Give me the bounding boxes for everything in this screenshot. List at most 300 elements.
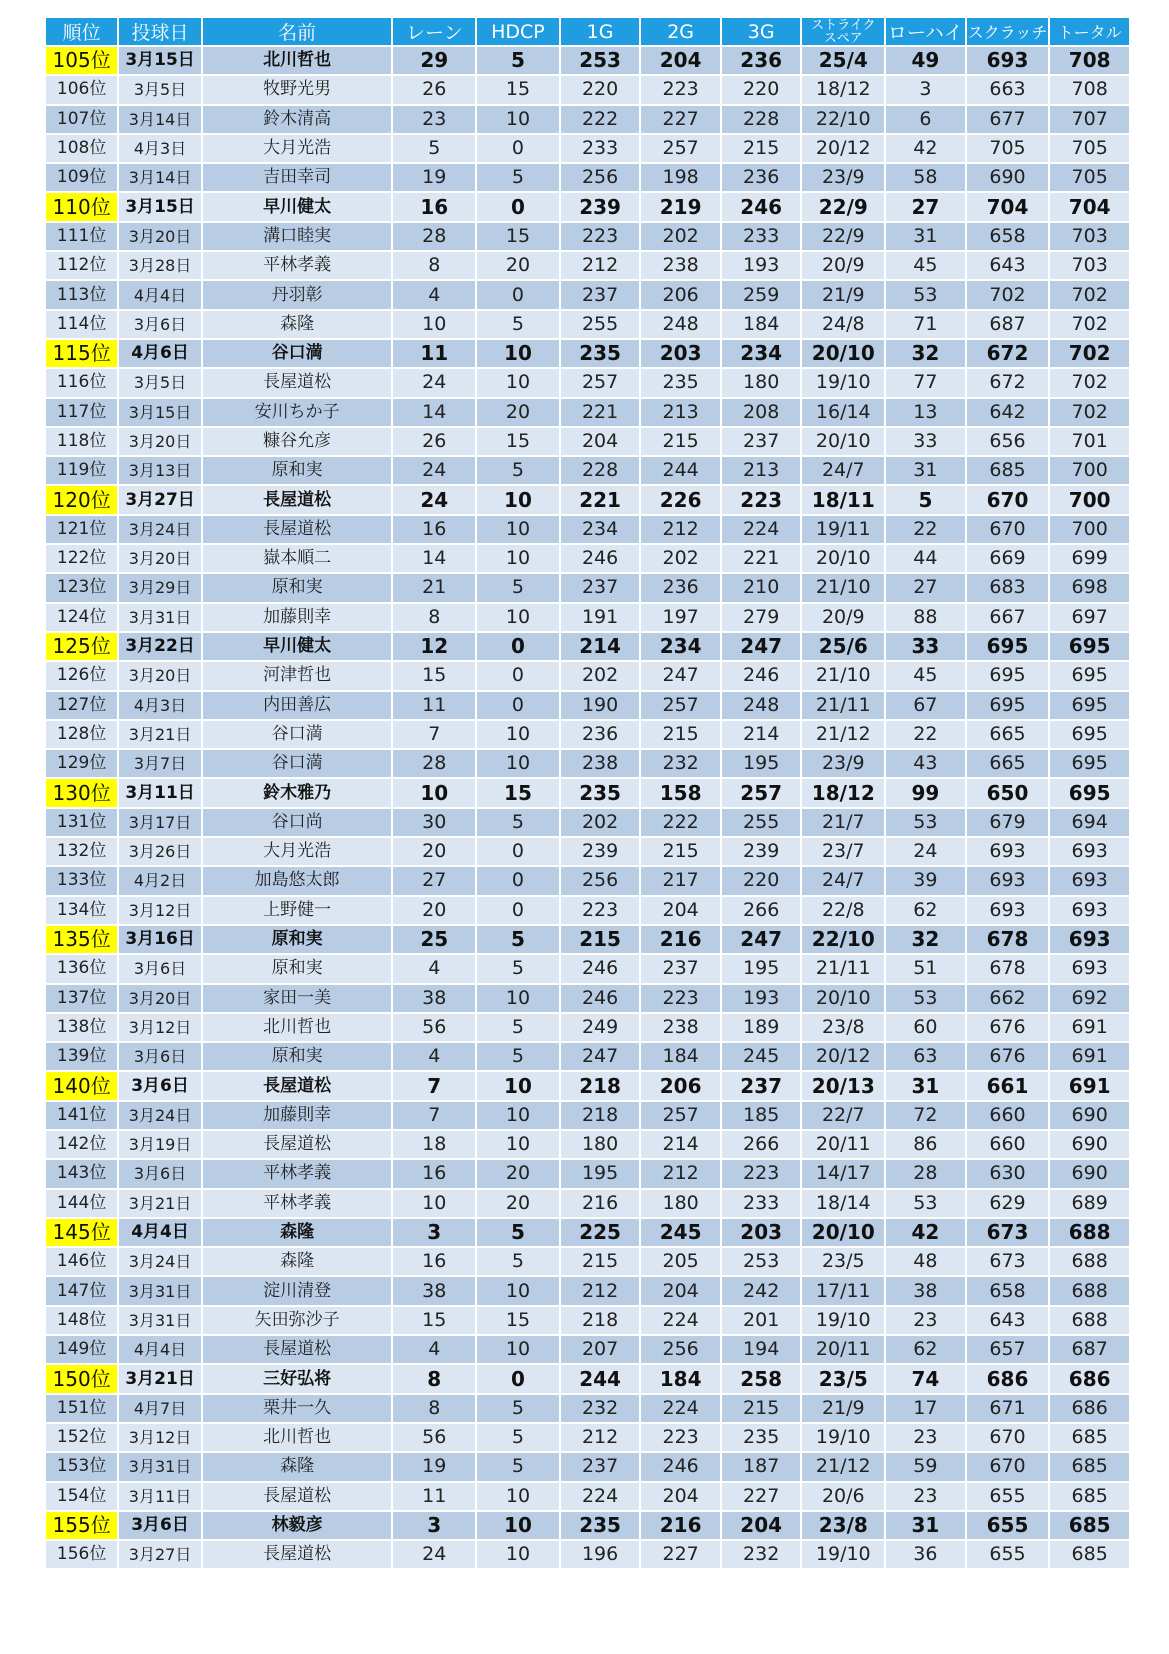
low-high-cell: 28 — [886, 1160, 965, 1187]
scratch-total-cell: 676 — [967, 1014, 1049, 1041]
player-name-cell: 加藤則幸 — [203, 604, 392, 631]
game1-score-cell: 233 — [561, 135, 640, 162]
total-score-cell: 705 — [1050, 135, 1129, 162]
table-row — [46, 1395, 1129, 1422]
player-name-cell: 大月光浩 — [203, 838, 392, 865]
scratch-total-cell: 673 — [967, 1219, 1049, 1246]
rank-cell: 146位 — [46, 1248, 117, 1275]
rank-cell: 122位 — [46, 545, 117, 572]
game3-score-cell: 235 — [722, 1424, 801, 1451]
game2-score-cell: 213 — [641, 399, 720, 426]
lane-cell: 24 — [393, 457, 475, 484]
date-cell: 3月6日 — [119, 1043, 201, 1070]
table-row — [46, 457, 1129, 484]
strike-spare-cell: 23/9 — [802, 750, 884, 777]
date-cell: 3月24日 — [119, 516, 201, 543]
game3-score-cell: 234 — [722, 340, 801, 367]
player-name-cell: 早川健太 — [203, 193, 392, 220]
low-high-cell: 13 — [886, 399, 965, 426]
lane-cell: 7 — [393, 1072, 475, 1099]
total-score-cell: 695 — [1050, 750, 1129, 777]
hdcp-cell: 0 — [477, 692, 559, 719]
scratch-total-cell: 643 — [967, 252, 1049, 279]
player-name-cell: 森隆 — [203, 1219, 392, 1246]
hdcp-cell: 15 — [477, 428, 559, 455]
rank-cell: 106位 — [46, 76, 117, 103]
rank-cell: 141位 — [46, 1102, 117, 1129]
game2-score-cell: 216 — [641, 1512, 720, 1539]
total-score-cell: 694 — [1050, 809, 1129, 836]
game2-score-cell: 245 — [641, 1219, 720, 1246]
total-score-cell: 692 — [1050, 985, 1129, 1012]
low-high-cell: 49 — [886, 47, 965, 74]
strike-spare-cell: 18/11 — [802, 486, 884, 513]
game1-score-cell: 180 — [561, 1131, 640, 1158]
hdcp-cell: 10 — [477, 486, 559, 513]
rank-cell: 117位 — [46, 399, 117, 426]
table-row — [46, 633, 1129, 660]
player-name-cell: 河津哲也 — [203, 662, 392, 689]
strike-spare-cell: 22/10 — [802, 106, 884, 133]
header-row — [46, 18, 1129, 45]
total-score-cell: 702 — [1050, 369, 1129, 396]
game2-score-cell: 198 — [641, 164, 720, 191]
low-high-cell: 48 — [886, 1248, 965, 1275]
total-score-cell: 702 — [1050, 281, 1129, 308]
hdcp-cell: 15 — [477, 223, 559, 250]
header-game2: 2G — [641, 18, 720, 45]
low-high-cell: 39 — [886, 867, 965, 894]
low-high-cell: 74 — [886, 1365, 965, 1392]
scratch-total-cell: 693 — [967, 838, 1049, 865]
game1-score-cell: 195 — [561, 1160, 640, 1187]
lane-cell: 26 — [393, 76, 475, 103]
lane-cell: 16 — [393, 516, 475, 543]
game2-score-cell: 236 — [641, 574, 720, 601]
rank-cell: 121位 — [46, 516, 117, 543]
table-row — [46, 399, 1129, 426]
player-name-cell: 長屋道松 — [203, 1131, 392, 1158]
table-row — [46, 193, 1129, 220]
date-cell: 4月3日 — [119, 692, 201, 719]
date-cell: 3月12日 — [119, 1424, 201, 1451]
player-name-cell: 長屋道松 — [203, 1336, 392, 1363]
scratch-total-cell: 655 — [967, 1483, 1049, 1510]
table-row — [46, 47, 1129, 74]
game3-score-cell: 255 — [722, 809, 801, 836]
game3-score-cell: 208 — [722, 399, 801, 426]
player-name-cell: 早川健太 — [203, 633, 392, 660]
player-name-cell: 谷口満 — [203, 750, 392, 777]
strike-spare-cell: 20/10 — [802, 985, 884, 1012]
header-strike-spare-label: ストライク スペア — [811, 18, 876, 45]
lane-cell: 10 — [393, 311, 475, 338]
hdcp-cell: 15 — [477, 779, 559, 806]
game1-score-cell: 224 — [561, 1483, 640, 1510]
game2-score-cell: 223 — [641, 76, 720, 103]
hdcp-cell: 15 — [477, 1307, 559, 1334]
game1-score-cell: 218 — [561, 1307, 640, 1334]
date-cell: 3月21日 — [119, 721, 201, 748]
scratch-total-cell: 657 — [967, 1336, 1049, 1363]
date-cell: 3月6日 — [119, 955, 201, 982]
strike-spare-cell: 20/12 — [802, 135, 884, 162]
game2-score-cell: 246 — [641, 1453, 720, 1480]
player-name-cell: 長屋道松 — [203, 1541, 392, 1568]
header-scratch: スクラッチ — [967, 18, 1049, 45]
game2-score-cell: 212 — [641, 1160, 720, 1187]
total-score-cell: 688 — [1050, 1248, 1129, 1275]
game3-score-cell: 193 — [722, 985, 801, 1012]
table-row — [46, 1483, 1129, 1510]
scratch-total-cell: 686 — [967, 1365, 1049, 1392]
table-row — [46, 1277, 1129, 1304]
date-cell: 3月21日 — [119, 1365, 201, 1392]
lane-cell: 3 — [393, 1219, 475, 1246]
lane-cell: 16 — [393, 193, 475, 220]
lane-cell: 8 — [393, 1365, 475, 1392]
strike-spare-cell: 21/10 — [802, 662, 884, 689]
low-high-cell: 62 — [886, 1336, 965, 1363]
game2-score-cell: 206 — [641, 1072, 720, 1099]
game1-score-cell: 214 — [561, 633, 640, 660]
game3-score-cell: 214 — [722, 721, 801, 748]
game1-score-cell: 215 — [561, 1248, 640, 1275]
scratch-total-cell: 630 — [967, 1160, 1049, 1187]
lane-cell: 18 — [393, 1131, 475, 1158]
player-name-cell: 平林孝義 — [203, 1160, 392, 1187]
total-score-cell: 686 — [1050, 1365, 1129, 1392]
game2-score-cell: 215 — [641, 721, 720, 748]
table-row — [46, 1453, 1129, 1480]
scratch-total-cell: 670 — [967, 1424, 1049, 1451]
game2-score-cell: 257 — [641, 692, 720, 719]
total-score-cell: 690 — [1050, 1160, 1129, 1187]
game2-score-cell: 219 — [641, 193, 720, 220]
player-name-cell: 林毅彦 — [203, 1512, 392, 1539]
player-name-cell: 加島悠太郎 — [203, 867, 392, 894]
low-high-cell: 31 — [886, 223, 965, 250]
game3-score-cell: 184 — [722, 311, 801, 338]
game3-score-cell: 266 — [722, 897, 801, 924]
strike-spare-cell: 20/10 — [802, 1219, 884, 1246]
game3-score-cell: 253 — [722, 1248, 801, 1275]
rank-cell: 111位 — [46, 223, 117, 250]
game3-score-cell: 220 — [722, 867, 801, 894]
game1-score-cell: 215 — [561, 926, 640, 953]
low-high-cell: 63 — [886, 1043, 965, 1070]
date-cell: 3月24日 — [119, 1248, 201, 1275]
player-name-cell: 大月光浩 — [203, 135, 392, 162]
table-row — [46, 838, 1129, 865]
game2-score-cell: 237 — [641, 955, 720, 982]
low-high-cell: 67 — [886, 692, 965, 719]
game3-score-cell: 180 — [722, 369, 801, 396]
game3-score-cell: 246 — [722, 662, 801, 689]
rank-cell: 113位 — [46, 281, 117, 308]
total-score-cell: 695 — [1050, 692, 1129, 719]
game3-score-cell: 201 — [722, 1307, 801, 1334]
game2-score-cell: 224 — [641, 1307, 720, 1334]
date-cell: 4月4日 — [119, 281, 201, 308]
game1-score-cell: 222 — [561, 106, 640, 133]
game1-score-cell: 244 — [561, 1365, 640, 1392]
game3-score-cell: 227 — [722, 1483, 801, 1510]
game2-score-cell: 257 — [641, 135, 720, 162]
game3-score-cell: 233 — [722, 223, 801, 250]
date-cell: 3月6日 — [119, 1160, 201, 1187]
total-score-cell: 695 — [1050, 721, 1129, 748]
hdcp-cell: 10 — [477, 1541, 559, 1568]
low-high-cell: 6 — [886, 106, 965, 133]
rank-cell: 140位 — [46, 1072, 117, 1099]
game1-score-cell: 235 — [561, 1512, 640, 1539]
date-cell: 3月31日 — [119, 1453, 201, 1480]
date-cell: 3月22日 — [119, 633, 201, 660]
rank-cell: 131位 — [46, 809, 117, 836]
game2-score-cell: 184 — [641, 1043, 720, 1070]
scratch-total-cell: 665 — [967, 750, 1049, 777]
scratch-total-cell: 663 — [967, 76, 1049, 103]
lane-cell: 25 — [393, 926, 475, 953]
total-score-cell: 685 — [1050, 1483, 1129, 1510]
total-score-cell: 688 — [1050, 1277, 1129, 1304]
player-name-cell: 谷口尚 — [203, 809, 392, 836]
scratch-total-cell: 679 — [967, 809, 1049, 836]
rank-cell: 153位 — [46, 1453, 117, 1480]
low-high-cell: 51 — [886, 955, 965, 982]
total-score-cell: 702 — [1050, 399, 1129, 426]
player-name-cell: 淀川清登 — [203, 1277, 392, 1304]
player-name-cell: 嶽本順二 — [203, 545, 392, 572]
rank-cell: 119位 — [46, 457, 117, 484]
strike-spare-cell: 18/12 — [802, 779, 884, 806]
game2-score-cell: 204 — [641, 1483, 720, 1510]
game1-score-cell: 249 — [561, 1014, 640, 1041]
game2-score-cell: 214 — [641, 1131, 720, 1158]
lane-cell: 7 — [393, 1102, 475, 1129]
low-high-cell: 45 — [886, 662, 965, 689]
rank-cell: 124位 — [46, 604, 117, 631]
game1-score-cell: 216 — [561, 1190, 640, 1217]
rank-cell: 127位 — [46, 692, 117, 719]
strike-spare-cell: 20/12 — [802, 1043, 884, 1070]
scratch-total-cell: 655 — [967, 1512, 1049, 1539]
player-name-cell: 家田一美 — [203, 985, 392, 1012]
total-score-cell: 693 — [1050, 926, 1129, 953]
hdcp-cell: 5 — [477, 311, 559, 338]
player-name-cell: 吉田幸司 — [203, 164, 392, 191]
game2-score-cell: 215 — [641, 428, 720, 455]
table-row — [46, 1190, 1129, 1217]
hdcp-cell: 20 — [477, 252, 559, 279]
table-row — [46, 164, 1129, 191]
low-high-cell: 24 — [886, 838, 965, 865]
total-score-cell: 699 — [1050, 545, 1129, 572]
lane-cell: 26 — [393, 428, 475, 455]
lane-cell: 12 — [393, 633, 475, 660]
scratch-total-cell: 642 — [967, 399, 1049, 426]
date-cell: 3月31日 — [119, 1277, 201, 1304]
total-score-cell: 690 — [1050, 1102, 1129, 1129]
hdcp-cell: 10 — [477, 1336, 559, 1363]
total-score-cell: 703 — [1050, 252, 1129, 279]
lane-cell: 4 — [393, 1043, 475, 1070]
scratch-total-cell: 660 — [967, 1131, 1049, 1158]
strike-spare-cell: 18/12 — [802, 76, 884, 103]
table-row — [46, 281, 1129, 308]
low-high-cell: 17 — [886, 1395, 965, 1422]
date-cell: 3月26日 — [119, 838, 201, 865]
table-row — [46, 1102, 1129, 1129]
lane-cell: 20 — [393, 838, 475, 865]
lane-cell: 28 — [393, 223, 475, 250]
scratch-total-cell: 693 — [967, 897, 1049, 924]
strike-spare-cell: 23/7 — [802, 838, 884, 865]
rank-cell: 156位 — [46, 1541, 117, 1568]
rank-cell: 149位 — [46, 1336, 117, 1363]
game3-score-cell: 223 — [722, 1160, 801, 1187]
table-row — [46, 1248, 1129, 1275]
game2-score-cell: 226 — [641, 486, 720, 513]
player-name-cell: 三好弘将 — [203, 1365, 392, 1392]
low-high-cell: 22 — [886, 516, 965, 543]
date-cell: 3月16日 — [119, 926, 201, 953]
lane-cell: 8 — [393, 604, 475, 631]
rank-cell: 126位 — [46, 662, 117, 689]
scratch-total-cell: 662 — [967, 985, 1049, 1012]
table-row — [46, 1043, 1129, 1070]
lane-cell: 24 — [393, 369, 475, 396]
strike-spare-cell: 19/10 — [802, 1541, 884, 1568]
rank-cell: 137位 — [46, 985, 117, 1012]
low-high-cell: 5 — [886, 486, 965, 513]
total-score-cell: 702 — [1050, 340, 1129, 367]
scratch-total-cell: 704 — [967, 193, 1049, 220]
lane-cell: 4 — [393, 955, 475, 982]
scratch-total-cell: 629 — [967, 1190, 1049, 1217]
total-score-cell: 700 — [1050, 516, 1129, 543]
table-row — [46, 955, 1129, 982]
strike-spare-cell: 24/7 — [802, 457, 884, 484]
player-name-cell: 平林孝義 — [203, 252, 392, 279]
rank-cell: 147位 — [46, 1277, 117, 1304]
hdcp-cell: 20 — [477, 1190, 559, 1217]
low-high-cell: 60 — [886, 1014, 965, 1041]
hdcp-cell: 10 — [477, 1102, 559, 1129]
scratch-total-cell: 671 — [967, 1395, 1049, 1422]
low-high-cell: 33 — [886, 428, 965, 455]
hdcp-cell: 10 — [477, 340, 559, 367]
scratch-total-cell: 687 — [967, 311, 1049, 338]
hdcp-cell: 10 — [477, 750, 559, 777]
scratch-total-cell: 702 — [967, 281, 1049, 308]
game3-score-cell: 194 — [722, 1336, 801, 1363]
table-row — [46, 897, 1129, 924]
table-row — [46, 750, 1129, 777]
table-row — [46, 1512, 1129, 1539]
lane-cell: 38 — [393, 1277, 475, 1304]
rank-cell: 142位 — [46, 1131, 117, 1158]
game2-score-cell: 204 — [641, 1277, 720, 1304]
low-high-cell: 32 — [886, 926, 965, 953]
date-cell: 3月20日 — [119, 545, 201, 572]
game1-score-cell: 221 — [561, 486, 640, 513]
hdcp-cell: 0 — [477, 897, 559, 924]
date-cell: 3月20日 — [119, 662, 201, 689]
table-row — [46, 574, 1129, 601]
total-score-cell: 685 — [1050, 1512, 1129, 1539]
low-high-cell: 36 — [886, 1541, 965, 1568]
low-high-cell: 58 — [886, 164, 965, 191]
scratch-total-cell: 695 — [967, 633, 1049, 660]
game2-score-cell: 217 — [641, 867, 720, 894]
game2-score-cell: 227 — [641, 106, 720, 133]
table-row — [46, 340, 1129, 367]
strike-spare-cell: 24/8 — [802, 311, 884, 338]
low-high-cell: 62 — [886, 897, 965, 924]
lane-cell: 21 — [393, 574, 475, 601]
player-name-cell: 上野健一 — [203, 897, 392, 924]
table-row — [46, 252, 1129, 279]
game3-score-cell: 195 — [722, 955, 801, 982]
player-name-cell: 平林孝義 — [203, 1190, 392, 1217]
total-score-cell: 705 — [1050, 164, 1129, 191]
lane-cell: 29 — [393, 47, 475, 74]
scratch-total-cell: 690 — [967, 164, 1049, 191]
date-cell: 3月7日 — [119, 750, 201, 777]
strike-spare-cell: 20/9 — [802, 252, 884, 279]
lane-cell: 56 — [393, 1424, 475, 1451]
scratch-total-cell: 660 — [967, 1102, 1049, 1129]
game1-score-cell: 212 — [561, 252, 640, 279]
lane-cell: 20 — [393, 897, 475, 924]
low-high-cell: 31 — [886, 1512, 965, 1539]
table-row — [46, 311, 1129, 338]
low-high-cell: 32 — [886, 340, 965, 367]
scratch-total-cell: 661 — [967, 1072, 1049, 1099]
date-cell: 3月20日 — [119, 985, 201, 1012]
strike-spare-cell: 20/11 — [802, 1336, 884, 1363]
lane-cell: 19 — [393, 1453, 475, 1480]
rank-cell: 138位 — [46, 1014, 117, 1041]
game1-score-cell: 196 — [561, 1541, 640, 1568]
game2-score-cell: 158 — [641, 779, 720, 806]
table-row — [46, 926, 1129, 953]
strike-spare-cell: 21/7 — [802, 809, 884, 836]
lane-cell: 15 — [393, 662, 475, 689]
player-name-cell: 長屋道松 — [203, 1483, 392, 1510]
lane-cell: 11 — [393, 1483, 475, 1510]
total-score-cell: 700 — [1050, 457, 1129, 484]
game2-score-cell: 223 — [641, 1424, 720, 1451]
rank-cell: 114位 — [46, 311, 117, 338]
date-cell: 3月17日 — [119, 809, 201, 836]
player-name-cell: 森隆 — [203, 1248, 392, 1275]
table-row — [46, 516, 1129, 543]
player-name-cell: 長屋道松 — [203, 516, 392, 543]
table-row — [46, 604, 1129, 631]
game3-score-cell: 195 — [722, 750, 801, 777]
game2-score-cell: 224 — [641, 1395, 720, 1422]
low-high-cell: 88 — [886, 604, 965, 631]
table-row — [46, 779, 1129, 806]
hdcp-cell: 10 — [477, 985, 559, 1012]
game1-score-cell: 236 — [561, 721, 640, 748]
total-score-cell: 688 — [1050, 1307, 1129, 1334]
strike-spare-cell: 23/8 — [802, 1512, 884, 1539]
game1-score-cell: 237 — [561, 281, 640, 308]
